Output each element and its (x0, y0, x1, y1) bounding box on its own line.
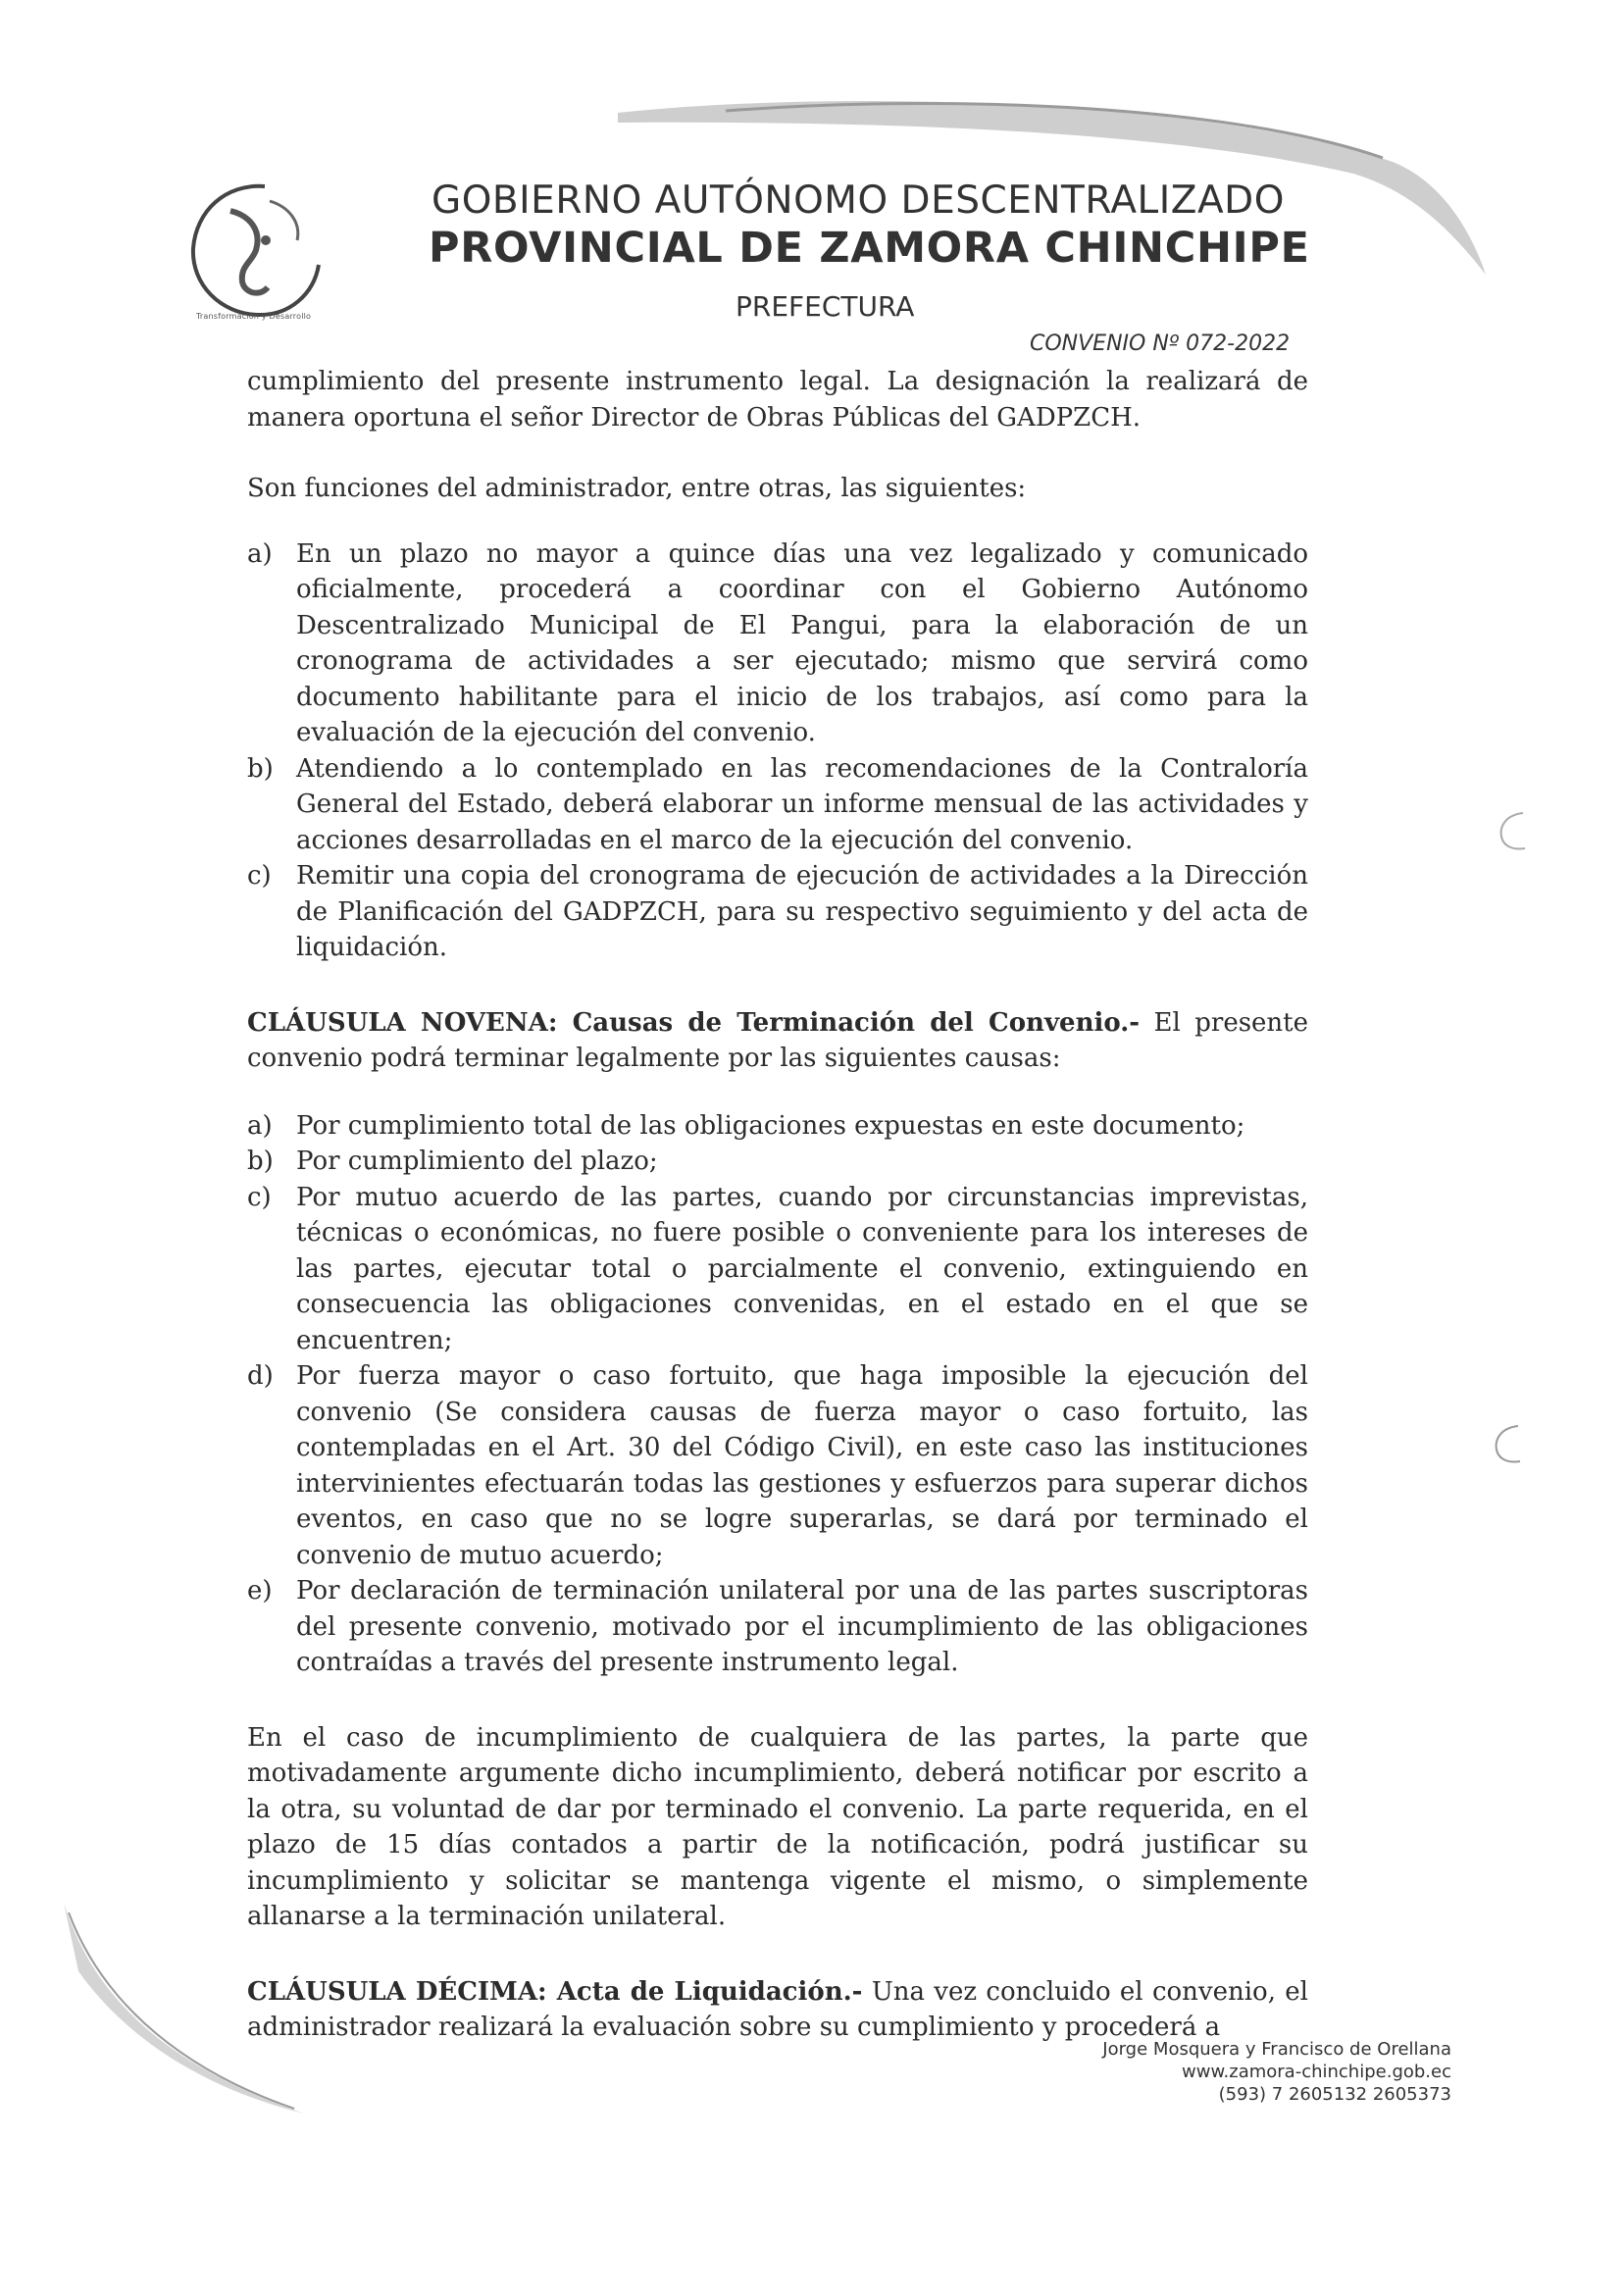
list-item-text: Atendiendo a lo contemplado en las recomendaciones de la Contraloría General del Estado, deberá elaborar un informe mensual de las actividades y acciones desarrolladas en el marco de la ejecución del convenio. (296, 753, 1308, 855)
functions-list (247, 536, 1308, 966)
list-item (247, 1144, 1308, 1180)
list-item-label: d) (247, 1361, 274, 1391)
binder-hole-mark-icon (1491, 1422, 1526, 1467)
list-item-text: En un plazo no mayor a quince días una vez legalizado y comunicado oficialmente, procederá a coordinar con el Gobierno Autónomo Descentralizado Municipal de El Pangui, para la elaboración de un cronograma de actividades a ser ejecutado; mismo que servirá como documento habilitante para el inicio de los trabajos, así como para la evaluación de la ejecución del convenio. (296, 538, 1308, 747)
list-item-label: a) (247, 1110, 273, 1141)
list-item (247, 1573, 1308, 1681)
clausula-decima-text: Una vez concluido el convenio, el administrador realizará la evaluación sobre su cumplimiento y procederá a (247, 1976, 1308, 2042)
convenio-number: CONVENIO Nº 072-2022 (1030, 331, 1291, 356)
list-item-text: Por fuerza mayor o caso fortuito, que haga imposible la ejecución del convenio (Se considera causas de fuerza mayor o caso fortuito, las contempladas en el Art. 30 del Código Civil), en este caso las instituciones intervinientes efectuarán todas las gestiones y esfuerzos para superar dichos eventos, en caso que no se logre superarlas, se dará por terminado el convenio de mutuo acuerdo; (296, 1361, 1308, 1570)
list-item-label: b) (247, 1147, 274, 1176)
list-item-label: c) (247, 1182, 272, 1212)
logo-caption: Transformación y Desarrollo (196, 312, 312, 321)
clausula-novena-text: El presente convenio podrá terminar legalmente por las siguientes causas: (247, 1007, 1309, 1073)
list-item-label: b) (247, 753, 274, 784)
list-item (247, 858, 1308, 966)
list-item (247, 1358, 1308, 1573)
binder-hole-mark-icon (1496, 809, 1531, 854)
clausula-decima-heading: CLÁUSULA DÉCIMA: Acta de Liquidación.- (247, 1976, 863, 2007)
footer-address: Jorge Mosquera y Francisco de Orellana (1102, 2039, 1451, 2060)
list-item (247, 1180, 1308, 1359)
footer-phone: (593) 7 2605132 2605373 (1218, 2084, 1451, 2105)
clausula-novena (247, 1005, 1308, 1077)
incumplimiento-paragraph: En el caso de incumplimiento de cualquiera de las partes, la parte que motivadamente argumente dicho incumplimiento, deberá notificar por escrito a la otra, su voluntad de dar por terminado el convenio. La parte requerida, en el plazo de 15 días contados a partir de la notificación, podrá justificar su incumplimiento y solicitar se mantenga vigente el mismo, o simplemente allanarse a la terminación unilateral. (247, 1722, 1308, 1931)
list-item-label: e) (247, 1576, 273, 1606)
list-item (247, 536, 1308, 751)
list-item-label: a) (247, 538, 273, 569)
list-item-text: Por cumplimiento del plazo; (296, 1147, 658, 1176)
list-item-text: Por mutuo acuerdo de las partes, cuando por circunstancias imprevistas, técnicas o económicas, no fuere posible o conveniente para los intereses de las partes, ejecutar total o parcialmente el convenio, extinguiendo en consecuencia las obligaciones convenidas, en el estado en el que se encuentren; (296, 1182, 1308, 1355)
prefectura-logo-icon (172, 172, 338, 329)
list-item-label: c) (247, 861, 272, 891)
intro-paragraph: cumplimiento del presente instrumento legal. La designación la realizará de manera oportuna el señor Director de Obras Públicas del GADPZCH. (247, 367, 1308, 433)
list-item (247, 751, 1308, 859)
list-item-text: Por declaración de terminación unilateral por una de las partes suscriptoras del presente convenio, motivado por el incumplimiento de las obligaciones contraídas a través del presente instrumento legal. (296, 1576, 1308, 1677)
list-item-text: Remitir una copia del cronograma de ejecución de actividades a la Dirección de Planificación del GADPZCH, para su respectivo seguimiento y del acta de liquidación. (296, 861, 1308, 962)
clausula-decima (247, 1974, 1308, 2046)
document-body (247, 364, 1308, 2046)
footer-contact (1102, 2038, 1451, 2106)
header-subtitle: PREFECTURA (736, 290, 915, 323)
footer-website: www.zamora-chinchipe.gob.ec (1182, 2062, 1451, 2082)
list-item-text: Por cumplimiento total de las obligaciones expuestas en este documento; (296, 1110, 1245, 1141)
causes-list (247, 1108, 1308, 1681)
functions-intro: Son funciones del administrador, entre otras, las siguientes: (247, 474, 1027, 503)
header-title-line1: GOBIERNO AUTÓNOMO DESCENTRALIZADO (431, 178, 1285, 223)
footer-swoosh-graphic (59, 1893, 314, 2118)
list-item (247, 1108, 1308, 1145)
header-title-line2: PROVINCIAL DE ZAMORA CHINCHIPE (429, 224, 1310, 273)
clausula-novena-heading: CLÁUSULA NOVENA: Causas de Terminación del Convenio.- (247, 1007, 1141, 1038)
